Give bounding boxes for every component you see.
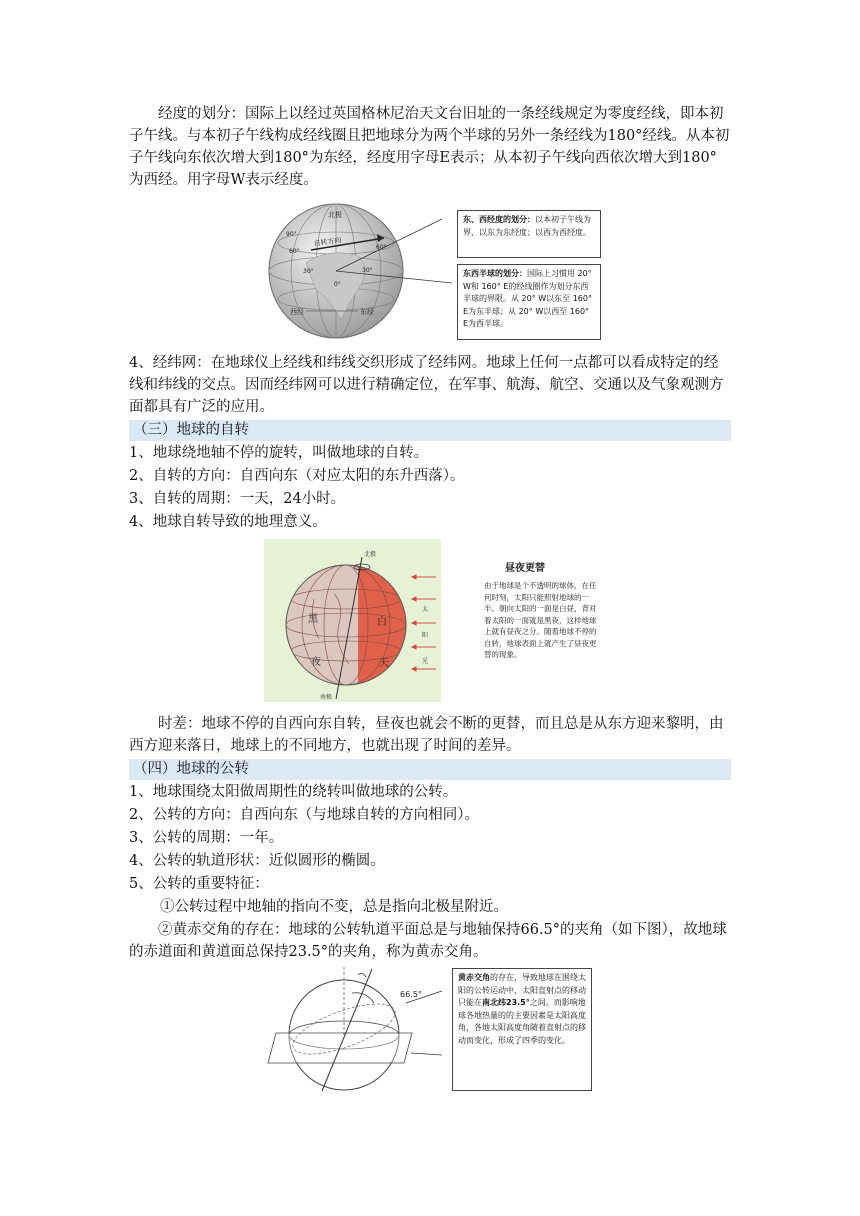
section-revolution-heading: （四）地球的公转 [129, 759, 731, 780]
fig3-callout-text-1: 的存在，导致地球在围绕太阳的公转运动中，太阳直射点的移动只能在 [458, 973, 586, 1007]
fig1-callout1-title: 东、西经度的划分： [463, 215, 535, 224]
rotation-item-4: 4、地球自转导致的地理意义。 [129, 514, 327, 530]
day-night-figure [264, 539, 441, 702]
fig2-day-label-2: 天 [379, 658, 389, 669]
graticule-paragraph: 4、经纬网：在地球仪上经线和纬线交织形成了经纬网。地球上任何一点都可以看成特定的经线和纬线的交点。因而经纬网可以进行精确定位，在军事、航海、航空、交通以及气象观测方面都具有广泛的应用。 [129, 355, 724, 415]
longitude-division-paragraph: 经度的划分：国际上以经过英国格林尼治天文台旧址的一条经线规定为零度经线，即本初子午线。与本初子午线构成经线圈且把地球分为两个半球的另外一条经线为180°经线。从本初子午线向东依次增大到180°为东经，经度用字母E表示；从本初子午线向西依次增大到180°为西经。用字母W表示经度。 [129, 106, 730, 188]
revolution-item-3: 3、公转的周期：一年。 [129, 830, 284, 846]
rotation-item-1: 1、地球绕地轴不停的旋转，叫做地球的自转。 [129, 445, 429, 461]
fig1-rotation-label: 自转方向 [313, 236, 343, 248]
fig1-east-label: 东经 [360, 308, 374, 316]
fig3-callout-title: 黄赤交角 [458, 973, 490, 982]
fig2-day-label-1: 白 [377, 617, 387, 628]
revolution-item-5: 5、公转的重要特征： [129, 876, 269, 892]
fig3-callout-bold: 南北纬23.5° [482, 998, 530, 1007]
fig1-60-label: 60° [289, 248, 300, 255]
fig1-west-label: 西经 [290, 308, 304, 316]
revolution-item-4: 4、公转的轨道形状：近似圆形的椭圆。 [129, 853, 385, 869]
revolution-feature-1: ①公转过程中地轴的指向不变，总是指向北极星附近。 [160, 899, 508, 915]
revolution-feature-2: ②黄赤交角的存在：地球的公转轨道平面总是与地轴保持66.5°的夹角（如下图），故地球的赤道面和黄道面总保持23.5°的夹角，称为黄赤交角。 [129, 922, 727, 960]
rotation-item-3: 3、自转的周期：一天，24小时。 [129, 491, 346, 507]
fig1-north-pole-label: 北极 [328, 211, 342, 219]
fig3-angle-label: 66.5° [400, 990, 422, 999]
fig2-south-label: 南极 [320, 694, 333, 701]
fig1-30e-label: 30° [362, 267, 373, 274]
time-difference-paragraph: 时差：地球不停的自西向东自转，昼夜也就会不断的更替，而且总是从东方迎来黎明，由西方迎来落日，地球上的不同地方，也就出现了时间的差异。 [129, 716, 724, 754]
fig2-night-label-2: 夜 [311, 657, 321, 668]
fig1-callout-east-west-longitude [457, 210, 601, 258]
revolution-item-2: 2、公转的方向：自西向东（与地球自转的方向相同）。 [129, 807, 479, 823]
fig1-30-label: 30° [303, 268, 314, 275]
fig1-callout2-title: 东西半球的划分： [463, 269, 527, 278]
fig1-60e-label: 60° [376, 244, 387, 251]
fig3-callout-text-2: 之间。而影响地球各地热量的的主要因素是太阳高度角，各地太阳高度角随着直射点的移动而变化，形成了四季的变化。 [458, 998, 586, 1045]
rotation-item-2: 2、自转的方向：自西向东（对应太阳的东升西落）。 [129, 468, 465, 484]
fig1-90-label: 90° [286, 231, 297, 238]
fig2-sun-label-2: 阳 [422, 632, 429, 639]
fig1-callout1-text: 以本初子午线为界，以东为东经度；以西为西经度。 [463, 215, 591, 237]
fig2-sun-label-3: 光 [422, 658, 429, 665]
fig1-callout2-text: 国际上习惯用 20° W和 160° E的经线圈作为划分东西半球的界限。从 20° W以东至 160° E为东半球；从 20° W以西至 160° E为西半球。 [463, 269, 592, 328]
fig1-callout-hemispheres [457, 264, 601, 340]
revolution-item-1: 1、地球围绕太阳做周期性的绕转叫做地球的公转。 [129, 784, 458, 800]
section-rotation-heading: （三）地球的自转 [129, 420, 731, 441]
fig2-side-title: 昼夜更替 [505, 563, 545, 574]
fig1-0-label: 0° [334, 281, 341, 288]
fig3-callout-obliquity [452, 968, 592, 1091]
obliquity-figure [266, 963, 446, 1092]
fig2-side-text: 由于地球是个不透明的球体，在任何时刻，太阳只能照射地球的一半。朝向太阳的一面是白昼，背对着太阳的一面就是黑夜，这样地球上就有昼夜之分。随着地球不停的自转，地球表面上就产生了昼夜更替的现象。 [484, 581, 597, 659]
fig2-north-label: 北极 [364, 551, 377, 558]
fig2-sun-label-1: 太 [422, 606, 429, 613]
fig2-night-label-1: 黑 [308, 614, 318, 625]
